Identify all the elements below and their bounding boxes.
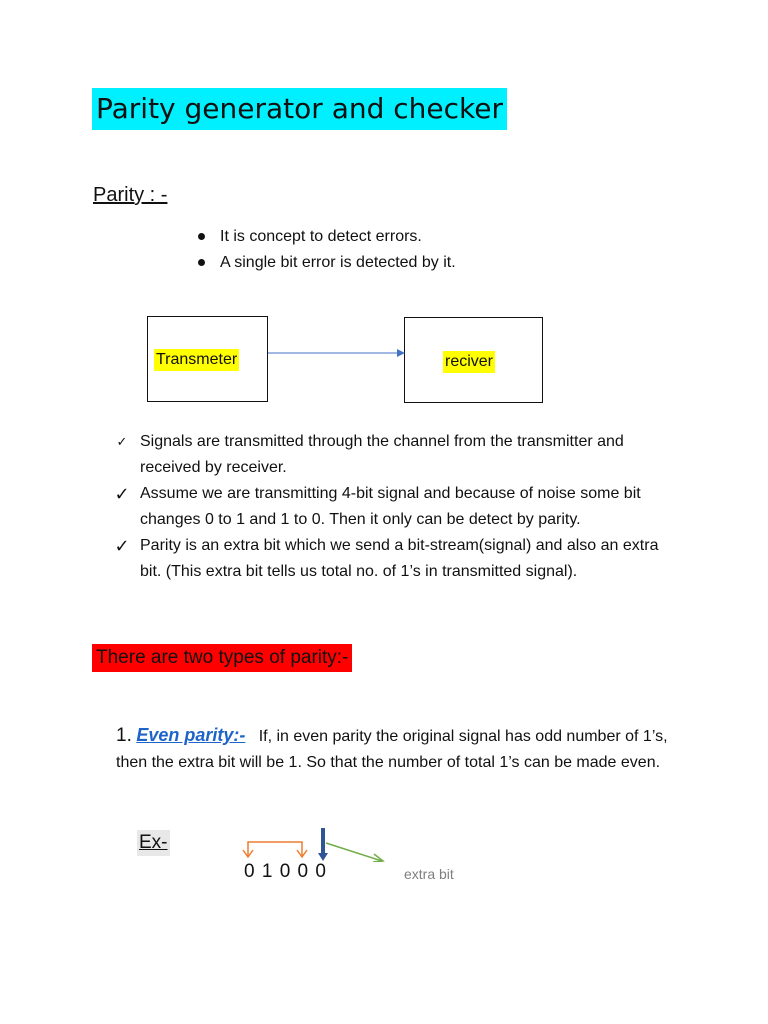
bracket-arrow-icon bbox=[243, 842, 307, 857]
even-parity-text: If, in even parity the original signal has odd number of 1’s, then the extra bit will be 1. So that the number of total 1’s can be made even. bbox=[116, 728, 668, 771]
even-parity-term: Even parity:- bbox=[136, 725, 246, 745]
signal-flow-arrow-icon bbox=[266, 345, 406, 361]
parity-heading bbox=[93, 182, 167, 208]
bullet-text: It is concept to detect errors. bbox=[220, 228, 422, 245]
checkmark-icon: ✓ bbox=[114, 536, 130, 556]
page-title: Parity generator and checker bbox=[92, 88, 507, 130]
check-item bbox=[110, 533, 680, 585]
example-arrows bbox=[236, 826, 396, 862]
bullet-icon bbox=[198, 259, 205, 266]
check-item bbox=[110, 429, 680, 481]
bullet-item bbox=[198, 224, 456, 250]
checkmark-icon: ✓ bbox=[116, 434, 128, 449]
receiver-label: reciver bbox=[443, 351, 495, 373]
parity-heading-text: Parity : - bbox=[93, 184, 168, 206]
parity-bit-arrow-icon bbox=[318, 828, 328, 861]
check-text: Parity is an extra bit which we send a bit-stream(signal) and also an extra bit. (This extra bit tells us total no. of 1’s in transmitted signal). bbox=[140, 537, 659, 580]
check-text: Assume we are transmitting 4-bit signal and because of noise some bit changes 0 to 1 and 1 to 0. Then it only can be detect by parity. bbox=[140, 485, 641, 528]
transmitter-label: Transmeter bbox=[154, 349, 239, 371]
bullet-text: A single bit error is detected by it. bbox=[220, 254, 456, 271]
bullet-list bbox=[198, 224, 456, 276]
list-number: 1. bbox=[116, 725, 132, 746]
bullet-icon bbox=[198, 233, 205, 240]
check-text: Signals are transmitted through the channel from the transmitter and received by receiver. bbox=[140, 433, 624, 476]
parity-types-heading: There are two types of parity:- bbox=[92, 644, 352, 672]
bullet-item bbox=[198, 250, 456, 276]
extra-bit-arrow-icon bbox=[326, 843, 383, 862]
checkmark-icon: ✓ bbox=[114, 484, 130, 504]
example-bits: 0 1 0 0 0 bbox=[244, 861, 327, 882]
extra-bit-label: extra bit bbox=[404, 866, 454, 882]
check-item bbox=[110, 481, 680, 533]
even-parity-item bbox=[116, 722, 676, 776]
check-list bbox=[110, 429, 680, 585]
example-label: Ex- bbox=[137, 830, 170, 856]
